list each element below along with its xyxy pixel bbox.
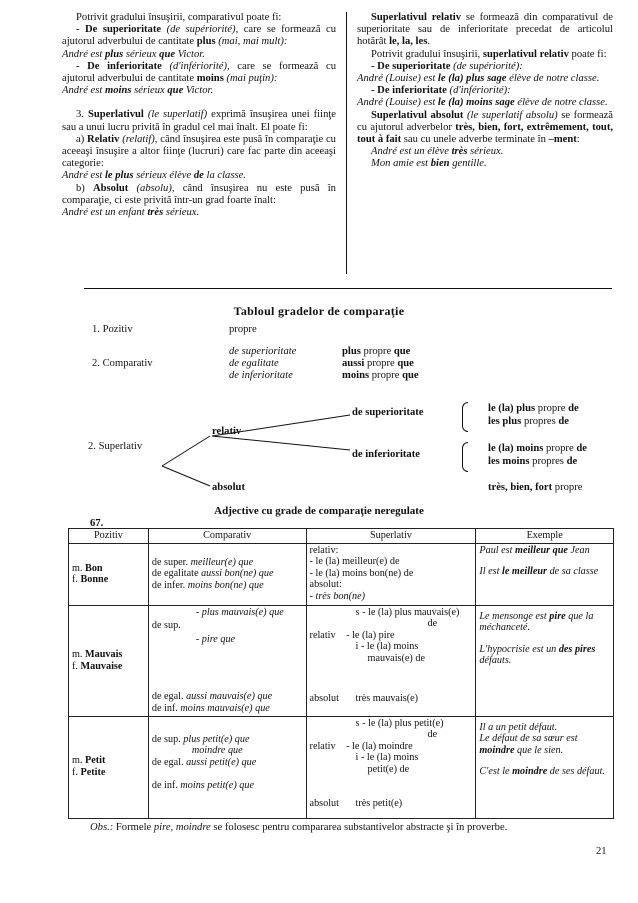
paragraph: - De superioritate (de supériorité):	[371, 60, 523, 72]
paragraph: b) Absolut (absolu), când însuşirea nu este pusă în comparaţie, ci este privită într-un grad foarte înalt:	[62, 182, 336, 206]
paragraph: Potrivit gradului însuşirii, superlativul relativ poate fi:	[371, 48, 607, 60]
header-cell: Comparativ	[148, 529, 306, 544]
comp-type: de inferioritate	[229, 370, 293, 381]
header-cell: Superlativ	[306, 529, 476, 544]
pozitiv-cell: m. Mauvais f. Mauvaise	[69, 605, 149, 716]
inf-form: les moins propres de	[488, 456, 578, 467]
comp-form: moins propre que	[342, 370, 419, 381]
page-number: 21	[596, 846, 607, 857]
sup-form: le (la) plus propre de	[488, 403, 579, 414]
comparativ-cell: - plus mauvais(e) que de sup. - pire que de egal. aussi mauvais(e) que de inf. moins mauvais(e) que	[148, 605, 306, 716]
paragraph: - De inferioritate (d'infériorité), care se formează cu ajutorul adverbului de cantitate moins (mai puţin):	[62, 60, 336, 85]
inf-forms	[488, 442, 587, 468]
exemple-cell: Il a un petit défaut. Le défaut de sa sœur est moindre que le sien. C'est le moindre de ses défaut.	[476, 716, 614, 818]
table-row	[69, 605, 614, 716]
comp-type: de superioritate	[229, 346, 297, 357]
superlativ-cell: relativ: - le (la) meilleur(e) de - le (la) moins bon(ne) de absolut: - très bon(ne)	[306, 543, 476, 605]
abs-form: très, bien, fort propre	[488, 482, 583, 493]
table-row	[69, 543, 614, 605]
superlativ-label: 2. Superlativ	[88, 441, 143, 452]
table-header-row	[69, 529, 614, 544]
brace-icon	[462, 402, 468, 432]
example: André est un enfant très sérieux.	[62, 207, 200, 219]
header-cell: Pozitiv	[69, 529, 149, 544]
adj-title: Adjective cu grade de comparaţie neregulate	[214, 505, 424, 517]
pozitiv-label: 1. Pozitiv	[92, 324, 133, 335]
comparativ-label: 2. Comparativ	[92, 358, 153, 369]
paragraph: Superlativul absolut (le superlatif absolu) se formează cu ajutorul adverbelor très, bien, fort, extrêmement, tout, tout à fait sau cu unele adverbe terminate în –ment:	[357, 109, 613, 146]
comparativ-cell: de super. meilleur(e) que de egalitate aussi bon(ne) que de infer. moins bon(ne) que	[148, 543, 306, 605]
superlativ-cell: s - le (la) plus petit(e) de relativ - le (la) moindre i - le (la) moins petit(e) de absolut très petit(e)	[306, 716, 476, 818]
paragraph: Potrivit gradului însuşirii, comparativul poate fi:	[76, 12, 282, 23]
example: André est le plus sérieux élève de la classe.	[62, 170, 246, 182]
comp-form: aussi propre que	[342, 358, 414, 369]
example: André (Louise) est le (la) plus sage élève de notre classe.	[357, 73, 600, 85]
paragraph: - De inferioritate (d'infériorité):	[371, 85, 511, 97]
paragraph: a) Relativ (relatif), când însuşirea este pusă în comparaţie cu aceeaşi însuşire a altor fiinţe (lucruri) care fac parte din aceeaşi categorie:	[62, 133, 336, 170]
absolut-label: absolut	[212, 482, 245, 493]
paragraph: - De superioritate (de supériorité), care se formează cu ajutorul adverbului de cantitate plus (mai, mai mult):	[62, 24, 336, 48]
superlativ-cell: s - le (la) plus mauvais(e) de relativ - le (la) pire i - le (la) moins mauvais(e) de absolut très mauvais(e)	[306, 605, 476, 716]
observation: Obs.: Formele pire, moindre se folosesc pentru compararea substantivelor abstracte şi în proverbe.	[90, 822, 508, 833]
adj-table	[68, 528, 614, 819]
inf-form: le (la) moins propre de	[488, 443, 587, 454]
exemple-cell: Le mensonge est pire que la méchanceté. L'hypocrisie est un des pires défauts.	[476, 605, 614, 716]
table-row	[69, 716, 614, 818]
item-number: 67.	[90, 518, 104, 529]
sup-forms	[488, 402, 579, 428]
sup-label: de superioritate	[352, 407, 424, 418]
inf-label: de inferioritate	[352, 449, 420, 460]
exemple-cell: Paul est meilleur que Jean Il est le meilleur de sa classe	[476, 543, 614, 605]
paragraph: Superlativul relativ se formează din comparativul de superioritate sau de inferioritate precedat de articolul hotărât le, la, les.	[357, 12, 614, 48]
comp-form: plus propre que	[342, 346, 411, 357]
tablou-title: Tabloul gradelor de comparaţie	[233, 304, 405, 318]
example: Mon amie est bien gentille.	[371, 158, 487, 170]
pozitiv-value: propre	[229, 324, 257, 335]
header-cell: Exemple	[476, 529, 614, 544]
comparativ-cell: de sup. plus petit(e) que moindre que de egal. aussi petit(e) que de inf. moins petit(e) que	[148, 716, 306, 818]
example: André est un élève très sérieux.	[371, 146, 504, 158]
example: André est plus sérieux que Victor.	[62, 48, 205, 60]
example: André (Louise) est le (la) moins sage élève de notre classe.	[357, 97, 608, 109]
relativ-label: relativ	[212, 426, 242, 437]
pozitiv-cell: m. Petit f. Petite	[69, 716, 149, 818]
sup-form: les plus propres de	[488, 416, 569, 427]
paragraph: 3. Superlativul (le superlatif) exprimă însuşirea unei fiinţe sau a unui lucru privită în gradul cel mai înalt. El poate fi:	[62, 109, 337, 133]
brace-icon	[462, 442, 468, 472]
example: André est moins sérieux que Victor.	[62, 85, 214, 97]
pozitiv-cell: m. Bon f. Bonne	[69, 543, 149, 605]
comp-type: de egalitate	[229, 358, 279, 369]
